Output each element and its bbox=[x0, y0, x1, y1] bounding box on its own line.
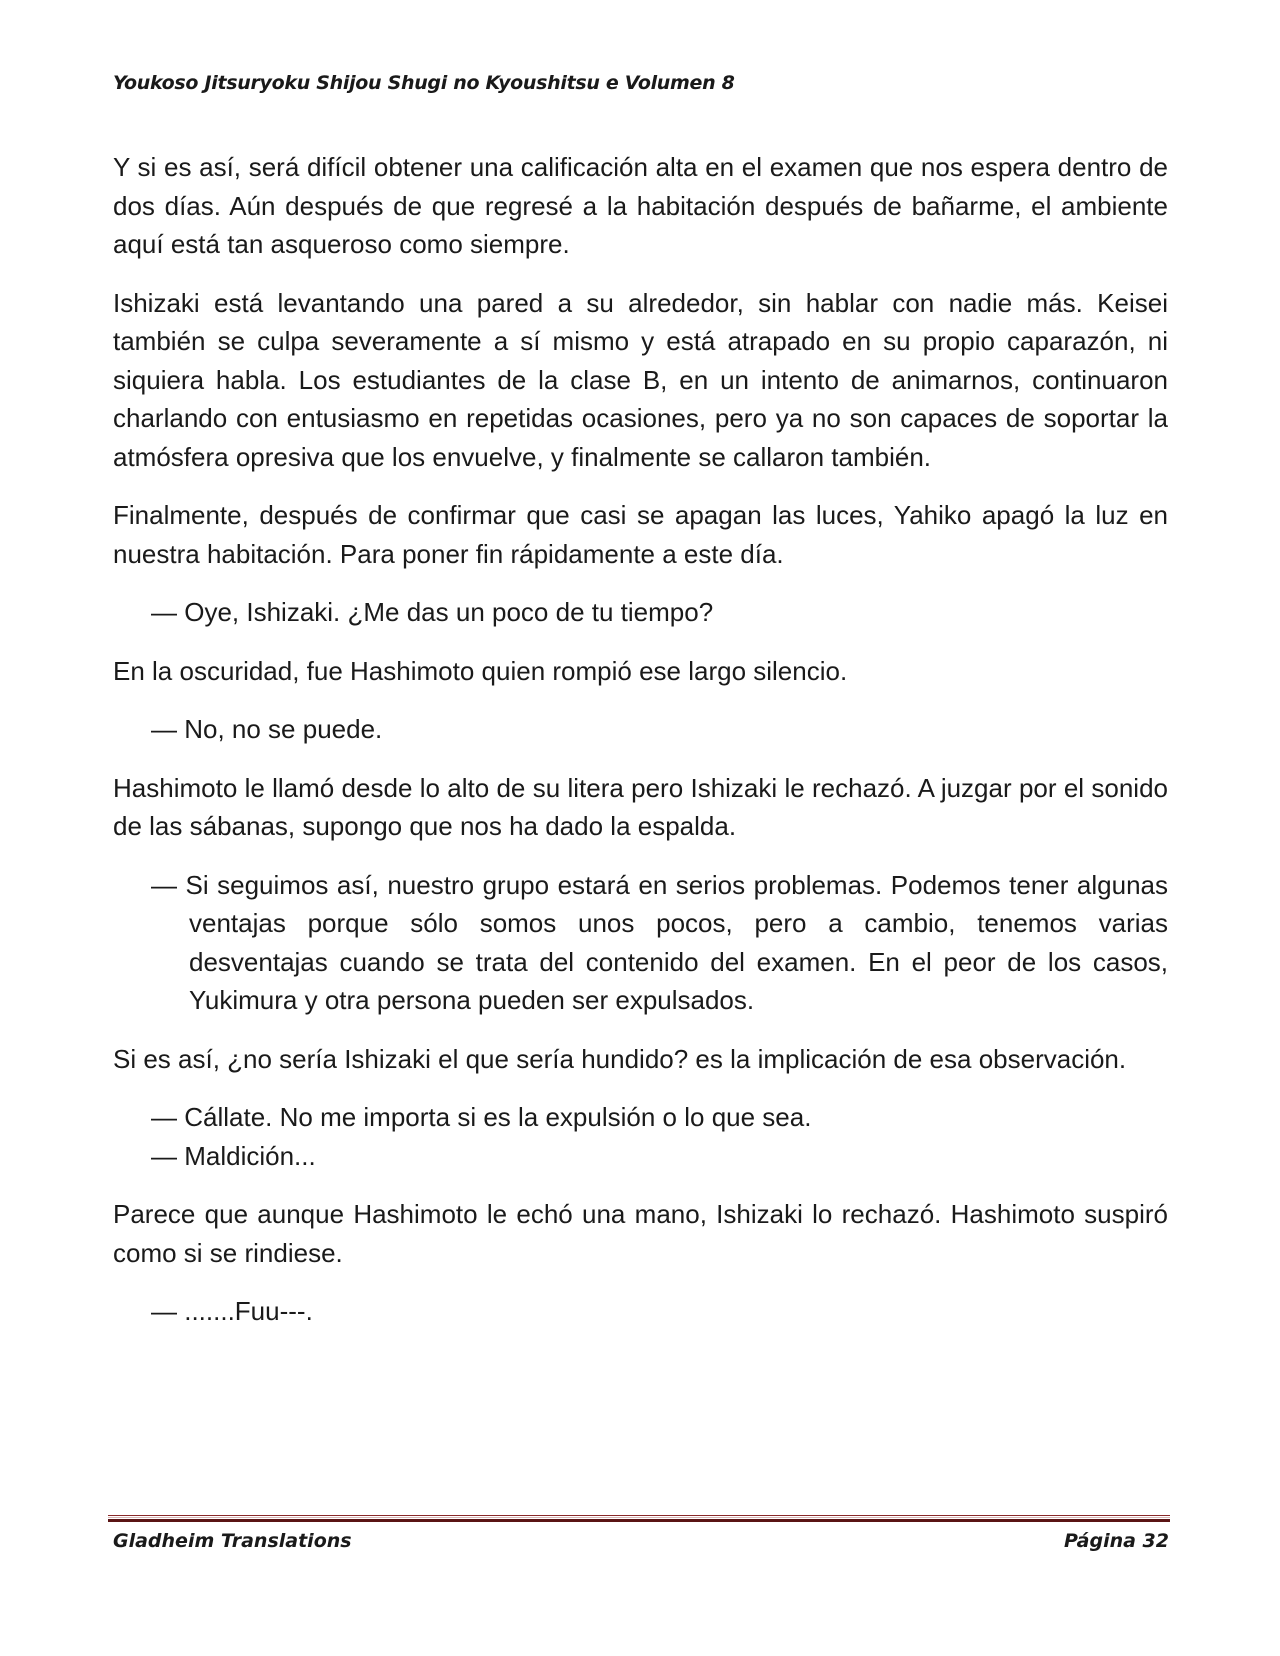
running-header: Youkoso Jitsuryoku Shijou Shugi no Kyoushitsu e Volumen 8 bbox=[113, 72, 735, 94]
dialogue-line: — Cállate. No me importa si es la expulsión o lo que sea. bbox=[151, 1102, 812, 1132]
footer-divider bbox=[108, 1515, 1170, 1522]
page-number: Página 32 bbox=[1063, 1530, 1169, 1552]
paragraph: Hashimoto le llamó desde lo alto de su litera pero Ishizaki le rechazó. A juzgar por el sonido de las sábanas, supongo que nos ha dado la espalda. bbox=[113, 772, 1168, 841]
dialogue-line: — Oye, Ishizaki. ¿Me das un poco de tu tiempo? bbox=[151, 597, 714, 627]
paragraph: Y si es así, será difícil obtener una calificación alta en el examen que nos espera dentro de dos días. Aún después de que regresé a la habitación después de bañarme, el ambiente aquí está tan asqueroso como siempre. bbox=[113, 152, 1168, 259]
footer-credit: Gladheim Translations bbox=[113, 1530, 352, 1552]
dialogue-line: — .......Fuu---. bbox=[151, 1296, 313, 1326]
paragraph: En la oscuridad, fue Hashimoto quien rompió ese largo silencio. bbox=[113, 655, 848, 686]
paragraph: Si es así, ¿no sería Ishizaki el que sería hundido? es la implicación de esa observación. bbox=[113, 1043, 1127, 1074]
paragraph: Finalmente, después de confirmar que casi se apagan las luces, Yahiko apagó la luz en nuestra habitación. Para poner fin rápidamente a este día. bbox=[113, 500, 1168, 569]
paragraph: Ishizaki está levantando una pared a su alrededor, sin hablar con nadie más. Keisei también se culpa severamente a sí mismo y está atrapado en su propio caparazón, ni siquiera habla. Los estudiantes de la clase B, en un intento de animarnos, continuaron charlando con entusiasmo en repetidas ocasiones, pero ya no son capaces de soportar la atmósfera opresiva que los envuelve, y finalmente se callaron también. bbox=[113, 287, 1168, 472]
dialogue-line: — Si seguimos así, nuestro grupo estará en serios problemas. Podemos tener algunas ventajas porque sólo somos unos pocos, pero a cambio, tenemos varias desventajas cuando se trata del contenido del examen. En el peor de los casos, Yukimura y otra persona pueden ser expulsados. bbox=[151, 869, 1168, 1015]
dialogue-line: — No, no se puede. bbox=[151, 714, 383, 744]
dialogue-line: — Maldición... bbox=[151, 1140, 316, 1171]
paragraph: Parece que aunque Hashimoto le echó una mano, Ishizaki lo rechazó. Hashimoto suspiró como si se rindiese. bbox=[113, 1199, 1168, 1268]
page-body bbox=[113, 148, 1168, 1351]
